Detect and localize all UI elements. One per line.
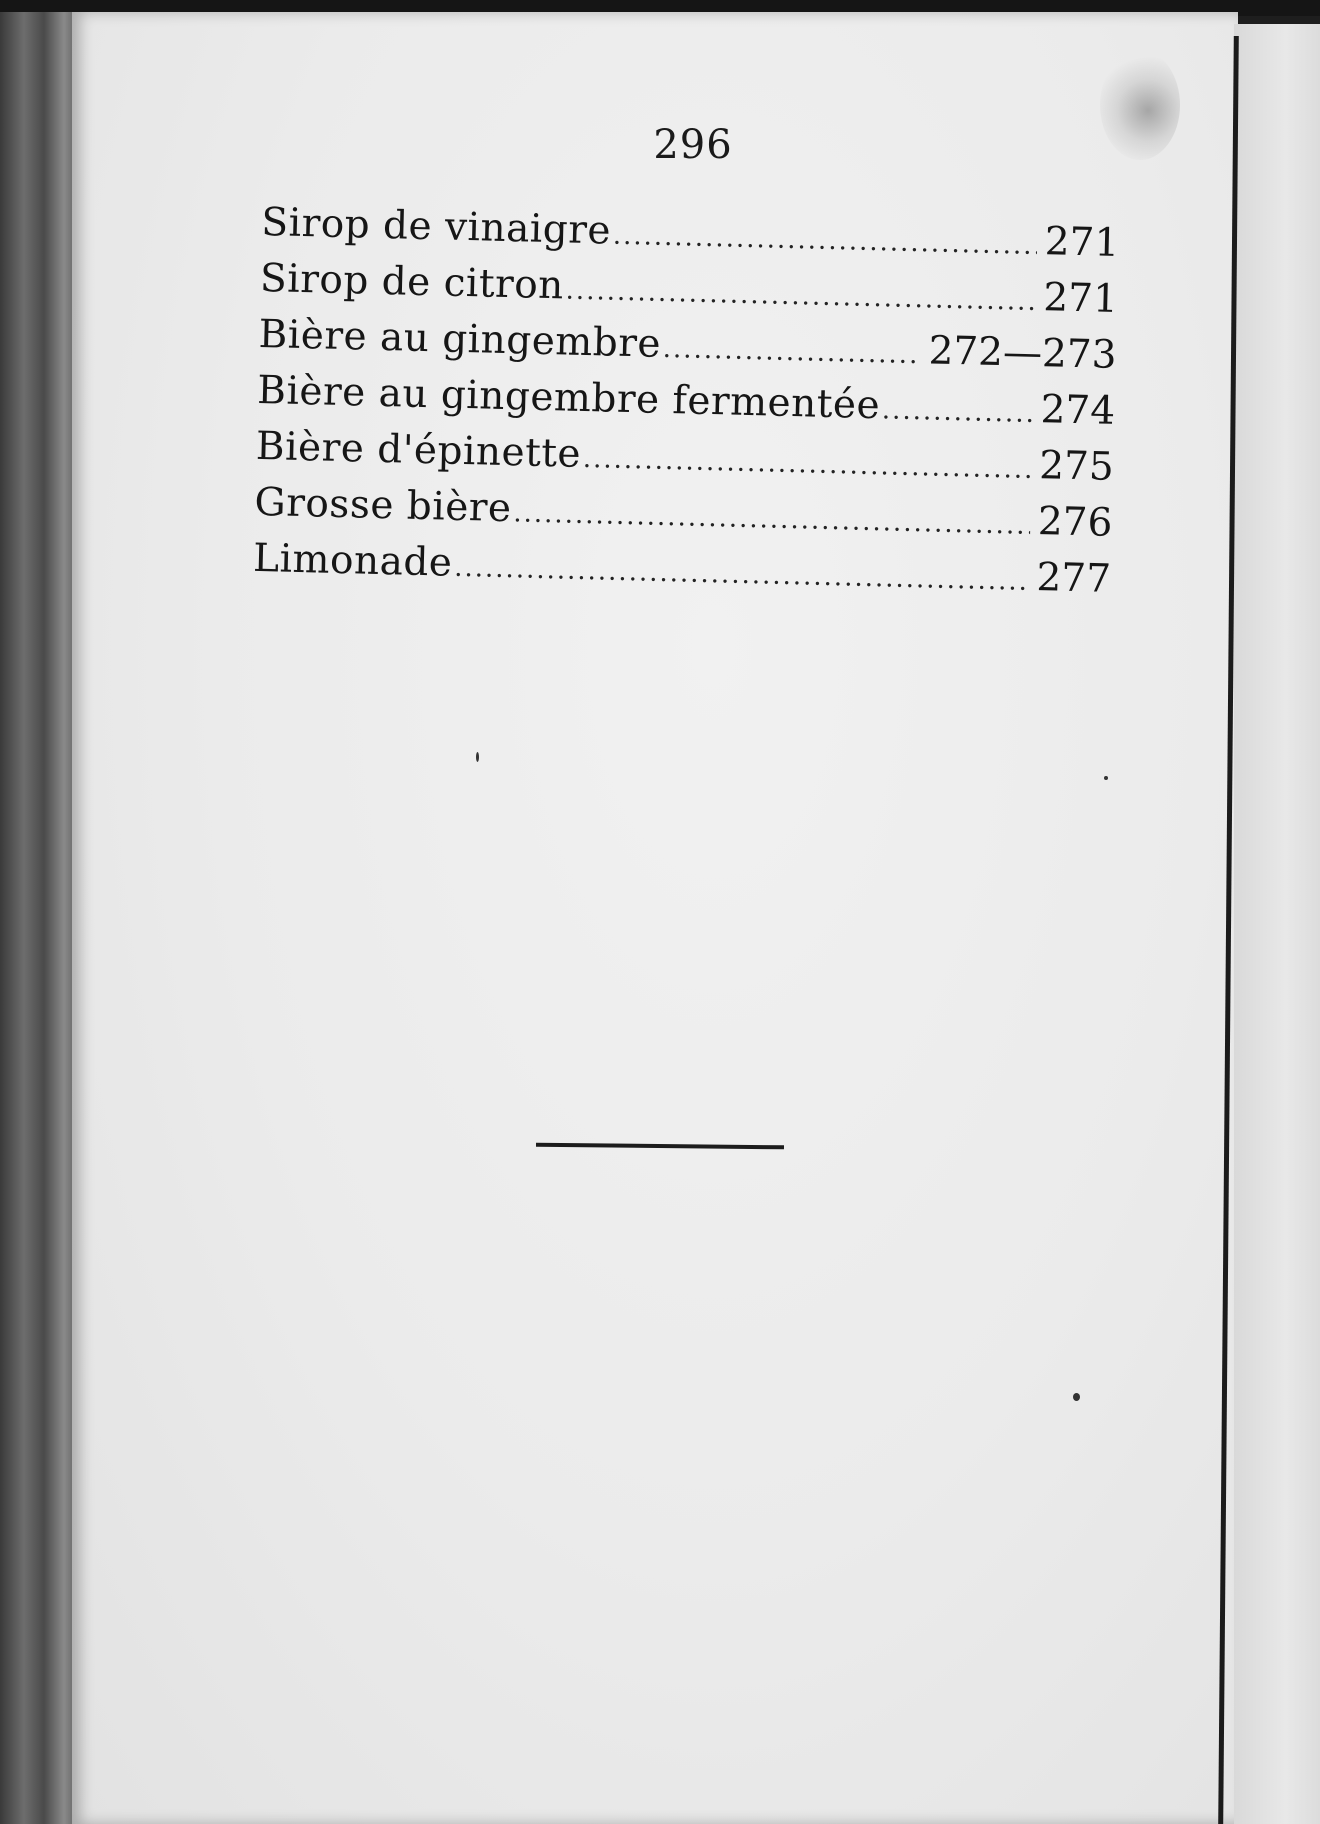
toc-dot-leader bbox=[662, 334, 920, 370]
toc-entry-page: 276 bbox=[1037, 499, 1113, 546]
toc-dot-leader bbox=[882, 395, 1033, 429]
paper-speck bbox=[1073, 1393, 1080, 1401]
toc-dot-leader bbox=[613, 221, 1037, 261]
table-of-contents bbox=[252, 200, 1119, 613]
toc-dot-leader bbox=[565, 275, 1035, 316]
toc-entry-page: 272—273 bbox=[928, 328, 1118, 378]
book-page-edges bbox=[0, 12, 80, 1824]
toc-entry-page: 271 bbox=[1044, 219, 1120, 266]
toc-dot-leader bbox=[583, 444, 1032, 485]
toc-entry-title: Sirop de vinaigre bbox=[260, 200, 612, 254]
toc-entry-title: Limonade bbox=[252, 535, 453, 586]
paper-speck bbox=[476, 752, 479, 762]
toc-entry-page: 275 bbox=[1038, 443, 1115, 490]
toc-dot-leader bbox=[454, 553, 1029, 597]
paper-speck bbox=[1104, 776, 1108, 780]
toc-entry-title: Bière au gingembre bbox=[258, 311, 662, 367]
toc-entry-page: 274 bbox=[1040, 387, 1116, 434]
toc-entry-title: Sirop de citron bbox=[259, 255, 565, 309]
toc-entry-title: Bière d'épinette bbox=[255, 423, 582, 477]
toc-entry-title: Grosse bière bbox=[254, 479, 513, 532]
page-number: 296 bbox=[653, 122, 733, 168]
toc-entry-page: 277 bbox=[1036, 555, 1112, 602]
adjacent-page-strip bbox=[1234, 24, 1320, 1824]
toc-entry-title: Bière au gingembre fermentée bbox=[256, 367, 881, 429]
toc-dot-leader bbox=[513, 498, 1030, 541]
toc-entry-page: 271 bbox=[1042, 275, 1119, 322]
